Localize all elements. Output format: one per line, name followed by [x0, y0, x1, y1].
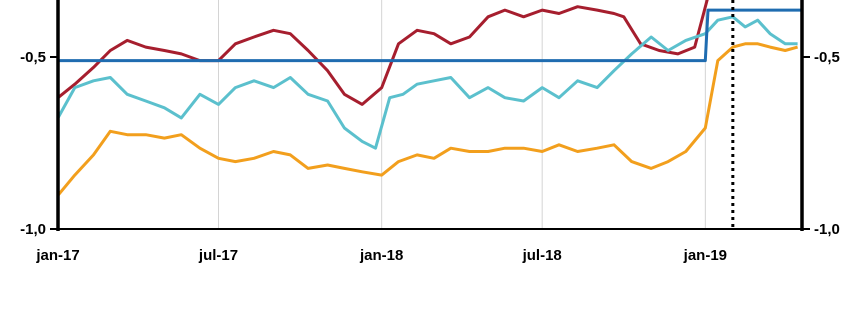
right-y-tick-label: -0,5: [814, 49, 840, 66]
x-tick-label: jul-18: [522, 247, 562, 264]
right-ticks: [802, 49, 840, 238]
x-tick-label: jan-18: [359, 247, 404, 264]
series-line-2: [58, 17, 798, 148]
left-y-tick-label: -1,0: [20, 221, 46, 238]
left-y-tick-label: -0,5: [20, 49, 46, 66]
series-line-1: [58, 0, 709, 104]
x-tick-label: jul-17: [198, 247, 239, 264]
x-tick-label: jan-19: [683, 247, 728, 264]
x-tick-label: jan-17: [36, 247, 80, 264]
series-line-3: [58, 44, 798, 196]
right-y-tick-label: -1,0: [814, 221, 840, 238]
left-ticks: [20, 49, 58, 238]
x-tick-labels: [35, 247, 727, 264]
series-layer: [58, 0, 802, 195]
